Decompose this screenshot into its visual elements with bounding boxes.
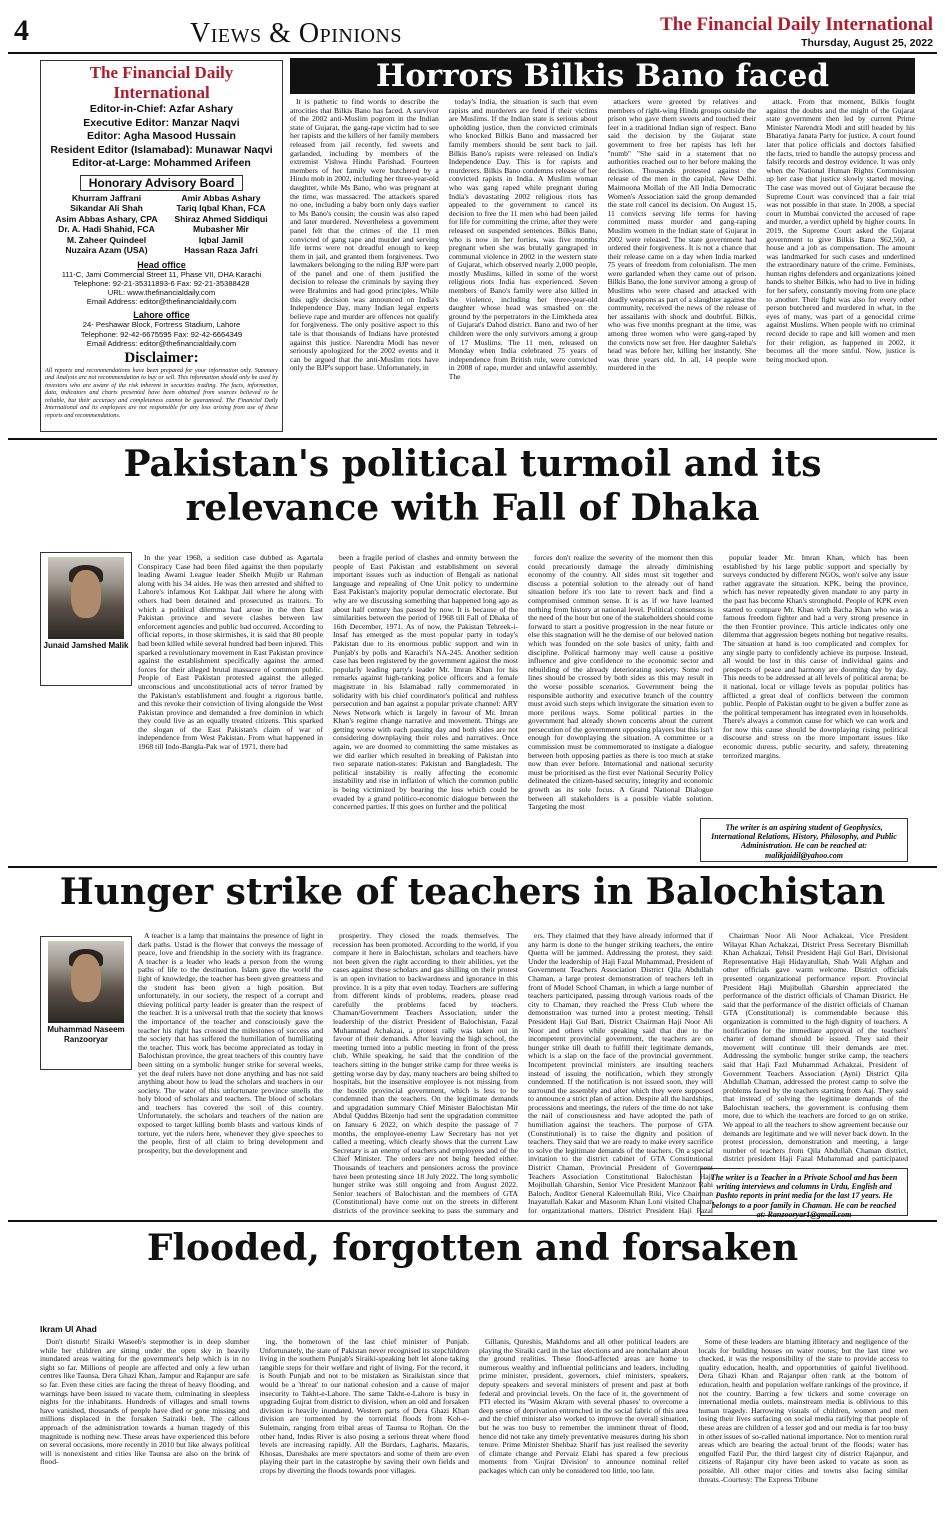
- paragraph: Chairman Noor Ali Noor Achakzai, Vice President Wilayat Khan Achakzai, District Press Secretary Bismillah Khan Achakzai, Tehsil President Haji Gul Bari, Divisional Representative Haji Hidayatullah, Shah Wali Afghan and other officials gave warm welcome. District officials presented organizational performance report. Provincial President Haji Mujibullah Gharshin appreciated the performance of the district officials of Chaman District. He said that the performance of the district officials of Chaman GTA (Constitutional) is commendable because this organization is committed to the high dignity of teachers. A notification for the immediate approval of the teachers' charter of demand should be issued. They said their movement will continue till their demands are met. Addressing the symbolic hunger strike camp, the teachers said that Haji Fazl Muhammad Achakzai, President of Government Teachers Association (Ayni) District Qila Abdullah Chaman, addressed the protest camp to solve the problems faced by the teachers starting from Aaj. They said that instead of solving the legitimate demands of the Balochistan teachers, the government is confusing them more, due to which the teachers are forced to go on strike. We appeal to all the teachers to show agreement because our demands are legitimate and we will never back down. In the protest procession, demonstration and meeting, a large number of teachers from Qila Abdullah Chaman district, district president Haji Fazal Muhammad and participated: [723, 932, 908, 1164]
- article-headline: Flooded, forgotten and forsaken: [146, 1227, 799, 1269]
- paragraph: A teacher is a lamp that maintains the presence of light in dark paths. Ustad is the flower that conveys the message of peace, love and friendship in the society with its fragrance. A teacher is a leader who leads a person from the wrong paths of life to the destination. Islam gave the world the light of knowledge, the teacher has been given greatness and the student has been given a high position. But unfortunately, in our society, the respect of a corrupt and thieving political party leader is greater than the respect of the teacher. It is a universal truth that the society that knows the importance of the teacher and consciously gave the teacher his right has crossed the milestones of success and the society that has suffered the humiliation of humiliating the teacher. This work has become appreciated as today in Balochistan province, the great teachers of this country have been sitting on a symbolic hunger strike for several weeks, yet the deaf rulers have not done anything and has not said anything about how to lead the scholars and teachers in our society. The water of this unfortunate province smells the holy blood of scholars and teachers. The blood of scholars and teachers has covered the soil of this country. Unfortunately, the scholars and teachers of the nation are exposed to target killing bomb blasts and various kinds of torture, yet the rulers here, whenever they give speeches to the people, first of all claim to bring development and prosperity, but the development and: [138, 932, 323, 1155]
- board-member: Mubasher Mir: [193, 224, 249, 234]
- article-body: [138, 554, 908, 860]
- editor-line: Editor: Agha Masood Hussain: [87, 130, 236, 142]
- section-rule: [8, 866, 937, 868]
- article-column: [608, 98, 757, 434]
- article-column: [766, 98, 915, 434]
- paragraph: In the year 1968, a sedition case dubbed as Agartala Conspiracy Case had been filed against the then popularly leading Awami League leader Sheikh Mujib ur Rahman along with his 34 aides. He was then arrested and shifted to Lahore's infamous Kot Lakhpat Jail where he along with others had been detained and prosecuted as traitors. To which a political dilemma had arose in the then East Pakistan province and severe clashes between law enforcement agencies and public had occurred. According to official reports, in those skirmishes, it is said that 80 people had been killed while several hundred had been injured. This sparked a revolutionary movement in East Pakistan province against the establishment specifically against the armed forces for their alleged brutal massacre of common public. People of East Pakistan protested against the alleged unconscious and unconstitutional acts of terror framed by the Pakistan's establishment and fought a rigorous battle, and this revoke their conviction of living alongside the West Pakistan province and demanded a free dominion in which they could live as an equally treated citizens. This sparked the slogan of the East Pakistan's claim of war of independence from West Pakistan. From what happened in 1968 till Indo-Bangla-Pak war of 1971, there had: [138, 554, 323, 752]
- paragraph: ing, the hometown of the last chief minister of Punjab. Unfortunately, the state of Pakistan never recognised its stepchildren living in the southern Punjab's Siraiki-speaking belt let alone taking tangible steps for their welfare and right of living. For the record, it is South Punjab and not to be mistaken as Siraikistan since that would be a 'threat' to our national cohesion and a cause of major insecurity to Takht-e-Lahore. The same Takht-e-Lahore is busy in upgrading Gujrat from district to division, when an old and forsaken division is heavily inundated. Western parts of Dera Ghazi Khan division are tormented by the torrential floods from Koh-e-Sulemain, ranging from tribal areas of Taunsa to Rojhan. On the other hand, Indus River is also posing a serious threat where flood levels are increasing rapidly. All the Burdars, Lagharis, Mazaris, Khosas, Dareshaks are mere spectators and some of them are even playing their part in the catastrophe by saving their own fields and crops by diverting the floods towards poor villages.: [259, 1338, 469, 1475]
- advisory-board-left: [55, 193, 157, 256]
- article-column: [138, 932, 323, 1214]
- office-line: Telephone: 92-21-35311893-6 Fax: 92-21-35388428: [73, 278, 250, 288]
- editor-line: Editor-in-Chief: Azfar Ashary: [89, 103, 234, 115]
- board-member: Amir Abbas Ashary: [181, 192, 261, 203]
- article-headline: Horrors Bilkis Bano faced: [290, 58, 915, 94]
- board-member: Dr. A. Hadi Shahid, FCA: [58, 224, 155, 234]
- paragraph: Don't disturb! Siraiki Waseeb's stepmother is in deep slumber while her children are sitting under the open sky in heavily inundated areas waiting for the government's help which is in no sight so far. Millions of people are affected and only a few urban centres like Taunsa, Dera Ghazi Khan, Jampur and Rajanpur are safe so far. Even these cities are facing the threat of heavy flooding, and warnings have been issued to vacate them, culminating in sleepless nights for the inhabitants. Hundreds of villages and small towns have vanished, thousands of people have died or gone missing and millions displaced in the forsaken Sairaiki belt. The callous approach of the administration towards a human tragedy of this magnitude is nothing new. These areas have experienced this before on several occasions, more recently in 2010 but like always political will is nonexistent and cities like Taunsa are also on the brink of flood-: [40, 1338, 250, 1467]
- article-column: [260, 1338, 470, 1516]
- author-photo-frame: [40, 936, 132, 1070]
- board-member: Hassan Raza Jafri: [184, 245, 258, 255]
- paragraph: forces don't realize the severity of the moment then this could precariously damage the already diminishing economy of the country. All sides must sit together and discuss a potential solution to the already out of hand situation before it's too late to revert back and find a compromised common sense. It is as if we have learned nothing from history at national level. Political consensus is the need of the hour but one of the stakeholders should come forward to start a positive progression in the near future or else this stagnation will be the demise of our beloved nation which was founded on the sole basics of unity, faith and discipline. Political harmony may well cause a positive influence and give confidence to the economic sector and rebuilding of the already deteriorating society. Some red lines should be crossed by both sides as this may result in the worse possible scenarios. Government being the responsible authority and executive branch of the country must avoid such steps which invigorate the situation even to more perilous ways. Some political parties in the government had already shown concerns about the current persecution of the government opposing players but this isn't enough for downplaying the situation. A committee or a commission must be commemorated to instigate a dialogue between both opposing parties as there is too much at stake now than ever before. International and national security must be prioritised as the first ever National Security Policy delineated the citizen-based security, integrity and economic growth as its sole focus. A Grand National Dialogue between all stakeholders is a possible viable solution. Targeting the most: [528, 554, 713, 812]
- paragraph: attackers were greeted by relatives and members of right-wing Hindu groups outside the prison who gave them sweets and touched their feet in a traditional Indian sign of respect. Bano said the decision by the Gujarat state government to free her rapists has left her "numb" "She said in a statement that no authorities reached out to her before making the decision. Thousands protested against the release of the men in the capital, New Delhi. Maimoona Mollah of the All India Democratic Women's Association said the group demanded the state roll cancel its decision. On August 15, 11 convicts serving life terms for having committed mass murder and gang-raping Muslim women in the Indian state of Gujarat in 2002 were released. The state government had ordered their forgiveness. It is not a chance that their release came on a day when India marked 75 years of freedom from colonialism. The men were garlanded when they came out of prison. Bilkis Bano, the lone survivor among a group of Muslims who were chased and attacked with deadly weapons as part of a slaughter against the community, received the news of the release of her assailants with shock and doubtful. Bilkis, who was five months pregnant at the time, was among three women who were gang-raped by the convicts now set free. Her daughter Saleha's head was before her, killing her instantly. She was three years old. In all, 14 people were murdered in the: [607, 98, 757, 373]
- article-column: [699, 1338, 909, 1516]
- author-photo: [48, 557, 124, 639]
- paragraph: It is pathetic to find words to describe the atrocities that Bilkis Bano has faced. A survivor of the 2002 anti-Muslim pogrom in the Indian state of Gujarat, the gang-rape victim had to see her rapists and the killers of her family members released from jail recently, fed sweets and garlanded, including by members of the extremist Vishwa Hindu Parishad. Fourteen members of her family were butchered by a Hindu mob in 2002, including her three-year-old daughter, while Ms Bano, who was pregnant at the time, was massacred. The attackers spared no one, including a baby born only days earlier to Ms Bano's cousin; the cousin was also raped and later murdered. Nevertheless a government panel felt that the crimes of the 11 men convicted of gang rape and murder and serving life terms were not dreadful enough to keep them in jail, and granted them forgiveness. Two lawmakers belonging to the ruling BJP were part of the panel and one of them justified the decision to release the criminals by saying they were Brahmins and had good principles. While this ugly decision was announced on India's Independence Day, many Indian legal experts believe rape and murder are offences not qualify for forgiveness. The only positive aspect to this tale is that thousands of Indians have protested against this justice. Narendra Modi has never seriously apologized for the 2002 events and it can be argued that the anti-Muslim riots have only the BJP's support base. Unfortunately, in: [290, 98, 439, 373]
- office-line: 24- Peshawar Block, Fortress Stadium, Lahore: [82, 320, 241, 330]
- article-body: [40, 1338, 908, 1516]
- section-rule: [8, 438, 937, 440]
- paragraph: attack. From that moment, Bilkis fought against the doubts and the might of the Gujarat state government then led by current Prime Minister Narendra Modi and still headed by his Bharatiya Janata Party for justice. A court found later that police officials and doctors falsified the facts, tried to handle the autopsy process and falsify records and destroy evidence. It was only when the National Human Rights Commission up her case that justice slowly started moving. The case was moved out of Gujarat because the Supreme Court was convinced that a fair trial was not possible in that state. In 2008, a special court in Mumbai convicted the accused of rape and murder, a verdict upheld by higher courts. In 2019, the Supreme Court asked the Gujarat government to give Bilkis Bano $62,560, a house and a job as compensation. The amount was landmarked for such cases and underlined the extraordinary nature of the crime. Feminists, human rights defenders and organizations joined hands to shelter Bilkis, who had to live in hiding for her safety, constantly moving from one place to another. Their fight was also for every other person butchered and murdered in what, in the eyes of many, was part of a genocidal crime against Muslims. When people with no criminal record decide to rape and kill women and men for their religion, as happened in 2002, it becomes all the more sinful. Now, justice is being mocked upon.: [766, 98, 915, 364]
- board-member: Khurram Jaffrani: [71, 192, 142, 203]
- disclaimer-text: All reports and recommendations have been prepared for your information only. Summary and Analysis are not recommendation to buy or sell. This information should only be used by investors who are aware of the risk inherent in securities trading. The facts, information, data, indicators and charts presented have been obtained from sources believed to be reliable, but their accuracy and completeness cannot be guaranteed. The Financial Daily International and its employees are not responsible for any loss arising from use of these reports and recommendations.: [45, 366, 278, 419]
- article-column: [528, 932, 713, 1214]
- advisory-board-right: [174, 193, 267, 256]
- paragraph: today's India, the situation is such that even rapists and murderers are feted if their victims are Muslims. If the Indian state is serious about upholding justice, then the convicted criminals who knocked Bilkis Bano and massacred her family members should be sent back to jail. Bilkis Bano's rapists were released on India's Independence Day. This is for rapists and murderers. Bilkis Bano condemns release of her convicted rapists in India. A Muslim woman who was gang raped while pregnant during India's devastating 2002 religious riots has appealed to the government to cancel its decision to free the 11 men who had been jailed for life for committing the crime, after they were released on suspended sentences. Bilkis Bano, who is now in her forties, was five months pregnant when she was brutally gangraped in communal violence in 2002 in the western state of Gujarat, which observed nearly 2,000 people, mostly Muslims, killed in some of the worst religious riots India has experienced. Seven members of Bano's family were also killed in the violence, including her three-year-old daughter whose head was smashed on the ground by the perpetrators in the Limkheda area of Gujarat's Dahod district. Bano and two of her children were the only survivors among a group of 17 Muslims. The 11 men, released on Monday when India celebrated 75 years of independence from British rule, were convicted in 2008 of rape, murder and unlawful assembly. The: [448, 98, 598, 381]
- article-column: [333, 554, 518, 860]
- board-member: Shiraz Ahmed Siddiqui: [174, 213, 268, 224]
- office-line: URL: www.thefinancialdaily.com: [107, 287, 216, 297]
- article-column: [723, 554, 908, 812]
- paragraph: Some of these leaders are blaming illiteracy and negligence of the locals for building houses on water routes; but the last time we checked, it was the responsibility of the state to provide access to quality education, health, and opportunities of gainful livelihood. Dera Ghazi Khan and Rajanpur often rank at the bottom of education, health and population welfare rankings of the province, if not the country. Barring a few tickers and some coverage on international media outlets, mainstream media is oblivious to this human tragedy. Harrowing visuals of children, women and men losing their lives surfacing on social media ratifying that people of these areas are children of a lesser god and our media is far too busy in other issues of so-called national importance. Not to mention rural areas which are bearing the actual brunt of the floods; water has engulfed Fazil Pur, the third largest city of district Rajanpur, and citizens of Rajanpur city have been asked to vacate as soon as possible. All other major cities and towns also facing similar threats.-Courtesy: The Express Tribune: [698, 1338, 908, 1484]
- editor-line: Resident Editor (Islamabad): Munawar Naqvi: [50, 143, 273, 156]
- advisory-board: [41, 193, 282, 256]
- paragraph: prosperity. They closed the roads themselves. The recession has been promoted. According to the world, if you compare it here in Balochistan, scholars and teachers have not been given the right according to their abilities, yet the cases against these scholars and gas shilling on their protest is an open invitation to backwardness and ignorance in this province. It is a pity that even today. Teachers are suffering from different kinds of problems, readers, please read carefully the problems faced by teachers. Chaman/Government Teachers Association, under the leadership of the district President of Balochistan, Fazal Muhammad Achakzai, a protest rally was taken out in favour of their demands. After leaving the high school, the meeting turned into a public meeting in front of the press club. While speaking, he said that the condition of the teachers sitting in the hunger strike camp for three weeks is getting worse day by day, many teachers are being shifted to hospitals, but the insensitive employee is not missing from the hostile provincial government, which is less to be condemned than the teachers. On the legitimate demands and upgradation summary Chief Minister Balochistan Mir Abdul Quddus Bizenjo had sent the upgradation committee on January 6 2022, on which despite the passage of 7 months, the employee-enemy Law Secretary has not yet called a meeting, which clearly shows that the current Law Secretary is an enemy of teachers and employees and of the Chief Minister. The orders are not being heeded either. Thousands of teachers and pensioners across the province have been protesting since 18 July 2022. The long symbolic hunger strike was still ongoing and from August 2022. Senior teachers of Balochistan and the members of GTA (Constitutional) have come out on the streets in different districts of the province seeking to pass the summary and: [333, 932, 518, 1214]
- section-title: Views & Opinions: [190, 18, 402, 49]
- author-photo: [48, 941, 124, 1023]
- office-line: Email Address: editor@thefinancialdaily.com: [86, 338, 237, 348]
- page-number: 4: [14, 14, 29, 47]
- board-member: Asim Abbas Ashary, CPA: [55, 213, 158, 224]
- article-column: [333, 932, 518, 1214]
- editor-line: Executive Editor: Manzar Naqvi: [83, 116, 240, 129]
- issue-date: Thursday, August 25, 2022: [801, 37, 933, 49]
- section-rule: [8, 1220, 937, 1222]
- article-byline: Ikram Ul Ahad: [40, 1324, 97, 1334]
- disclaimer-title: Disclaimer:: [124, 349, 199, 366]
- board-member: Nuzaira Azam (USA): [65, 245, 148, 255]
- author-bio: The writer is an aspiring student of Geophysics, International Relations, History, Philosophy, and Public Administration. He can be reached at: malikjaidil@yahoo.com: [700, 818, 908, 862]
- article-body: [290, 98, 915, 434]
- paragraph: been a fragile period of clashes and enmity between the people of East Pakistan and establishment on several important issues such as induction of Bengali as national language and repealing of One Unit policy to undermine East Pakistan's majority popular democratic electorate. But why are we discussing something that happened long ago as about half century has passed by now. It is because of the similarities between the period of 1968 till Fall of Dhaka of 16th December, 1971. As of now, the Pakistan Tehreek-i-Insaf has emerged as the most popular party in today's Pakistan due to its enormous public support and win in Punjab's by polls and Karachi's NA-245. Another sedition case has been registered by the government against the most popularly leading party's leader Mr. Imran Khan for his remarks against high-ranking police officers and a female magistrate in his Islamabad rally commemorated in solidarity with his chief coordinator's political and ruthless persecution and ban against a popular private channel: ARY News Network which is largely in favour of Mr. Imran Khan's regime change narrative and movement. Things are getting worse with each passing day and both sides are not considering downplaying their roles and narratives. Once again, we are doomed to committing the same mistakes as we did earlier which resulted in breaking of Pakistan into two separate nation-states: Pakistan and Bangladesh. The political instability is really affecting the economic instability and rise in inflation of which the common public is being victimized by bearing the loss which could be evaded by a grand politico-economic dialogue between the concerned parties. If this goes on further and the political: [333, 554, 518, 812]
- author-bio: The writer is a Teacher in a Private School and has been writing interviews and columns in Urdu, English and Pashto reports in print media for the last 17 years. He belongs to a poor family in Chaman. He can be reached at: Ranzooryar1@gmail.com: [700, 1168, 908, 1216]
- article-column: [138, 554, 323, 860]
- article-column: [528, 554, 713, 860]
- advisory-board-title: Honorary Advisory Board: [80, 175, 244, 191]
- author-caption: Junaid Jamshed Malik: [43, 641, 129, 650]
- editor-line: Editor-at-Large: Mohammed Arifeen: [72, 157, 251, 169]
- board-member: Tariq Iqbal Khan, FCA: [176, 203, 266, 213]
- board-member: Iqbal Jamil: [198, 234, 244, 245]
- board-member: Sikandar Ali Shah: [70, 203, 143, 213]
- header-rule: [8, 52, 937, 54]
- board-member: M. Zaheer Quindeel: [66, 234, 147, 245]
- editorial-info-box: [40, 60, 283, 432]
- infobox-brand: The Financial Daily International: [89, 63, 234, 102]
- article-column: [723, 932, 908, 1164]
- lahore-office-title: Lahore office: [133, 310, 190, 321]
- masthead: The Financial Daily International: [660, 14, 933, 35]
- editors-list: [41, 103, 282, 171]
- article-column: [40, 1338, 250, 1516]
- office-line: Email Address: editor@thefinancialdaily.com: [86, 297, 237, 307]
- paragraph: ers. They claimed that they have already informed that if any harm is done to the hunger striking teachers, the entire Quetta will be jammed. Addressing the protest, they said: Under the leadership of Haji Fazal Muhammad, President of Government Teachers Association District Qila Abdullah Chaman, a large protest demonstration of teachers left in front of Model School Chaman, in which a large number of teachers participated, passing through various roads of the city to Chaman, they reached the Press Club where the demonstration was turned into a protest meeting. Tehsil President Haji Gul Bari, District Chairman Haji Noor Ali Noor and others while speaking said that due to the incompetent provincial government, the teachers are on hunger strike till death to fulfill their legitimate demands, which is a slap on the face of the provincial government. Incompetent provincial ministers are insulting teachers instead of issuing the notification, which they strongly condemned. If the notification is not issued soon, they will surround the assembly and after which they were supposed to announce a strict plan of action. Despite all the hardships, processions and meetings, the rulers of the time do not take the nail of consciousness and have adopted the path of humiliation against the teachers. The purpose of GTA (Constitutional) is to raise the dignity and position of teachers. They said that we are ready to make every sacrifice to solve the legitimate demands of the teachers. On a special invitation to the district cabinet of GTA Constitutional District Chaman, Provincial President of Government Teachers Association Constitutional Balochistan Haji Mojibullah Gharshin, Senior Vice President Manzoor Rahi Baloch, Auditor General Kaleemullah Riki, Vice Chairman Inayatullah Kakar and Masoom Khan Loni visited Chaman for organizational matters. District President Haji Fazal: [528, 932, 713, 1214]
- head-office-title: Head office: [137, 259, 186, 270]
- article-column: [479, 1338, 689, 1516]
- author-caption: Muhammad Naseem Ranzooryar: [47, 1025, 125, 1044]
- office-line: 111-C, Jami Commercial Street 11, Phase VII, DHA Karachi: [61, 269, 262, 279]
- article-headline: Hunger strike of teachers in Balochistan: [59, 871, 886, 913]
- article-column: [290, 98, 439, 434]
- article-column: [449, 98, 598, 434]
- author-photo-frame: [40, 552, 132, 686]
- office-line: Telephone: 92-42-6675595 Fax: 92-42-6664349: [80, 329, 243, 339]
- paragraph: popular leader Mr. Imran Khan, which has been established by his large public support and specially by surveys conducted by different NGOs, won't solve any issue rather aggravate the situation. KPK, being the province, which has never repeatedly given mandate to any party in the past has become Khan's stronghold. People of KPK even started to compare Mr. Khan with Bacha Khan who was a famous freedom fighter and had a very strong presence in the then Frontier province. This article indicates only one dilemma that aggression begets nothing but negative results. The situation at hand is too complicated and complex for any single party to confidently achieve its purpose. Instead, all would be lost in this cause of individual gains and prospects of peace and harmony are dooming day by day. This needs to be addressed at all levels of political arena; be it national, local or village levels as popular politics has afflicted a great deal of conflicts between the common public. People of Pakistan ought to be given a buffer zone as the political temperament has integrated even in households. There's always a common cause for which we can work and for now this cause should be downplaying rising political discourse and stress on the more important issues like economic duress, public security, and safety, threatening terrorized margins.: [723, 554, 908, 760]
- paragraph: Gillanis, Qureshis, Makhdoms and all other political leaders are playing the Siraiki card in the last elections and are nonchalant about the ground realities. These flood-affected areas are home to numerous wealthy and influential politicians and leaders, including prime minister, president, governors, chief ministers, speakers, deputy speakers and several ministers of present and past at both federal and provincial levels. On the face of it, the government of PTI elected its 'Wasim Akram with several phases' to overcome a deep sense of deprivation entrenched in the social fabric of this area and the chief minister also worked to improve the overall situation, but he was too busy to remember the imminent threat of flood, hence did not take any timely preventative measures during his short tenure. Prime Minister Shehbaz Sharif has just realised the severity of climate change and Pervaiz Elahi has spared a few precious moments from 'Gujrat Division' to announce nominal relief packages which can only be considered too little, too late.: [479, 1338, 689, 1475]
- article-headline: Pakistan's political turmoil and its relevance with Fall of Dhaka: [123, 443, 822, 529]
